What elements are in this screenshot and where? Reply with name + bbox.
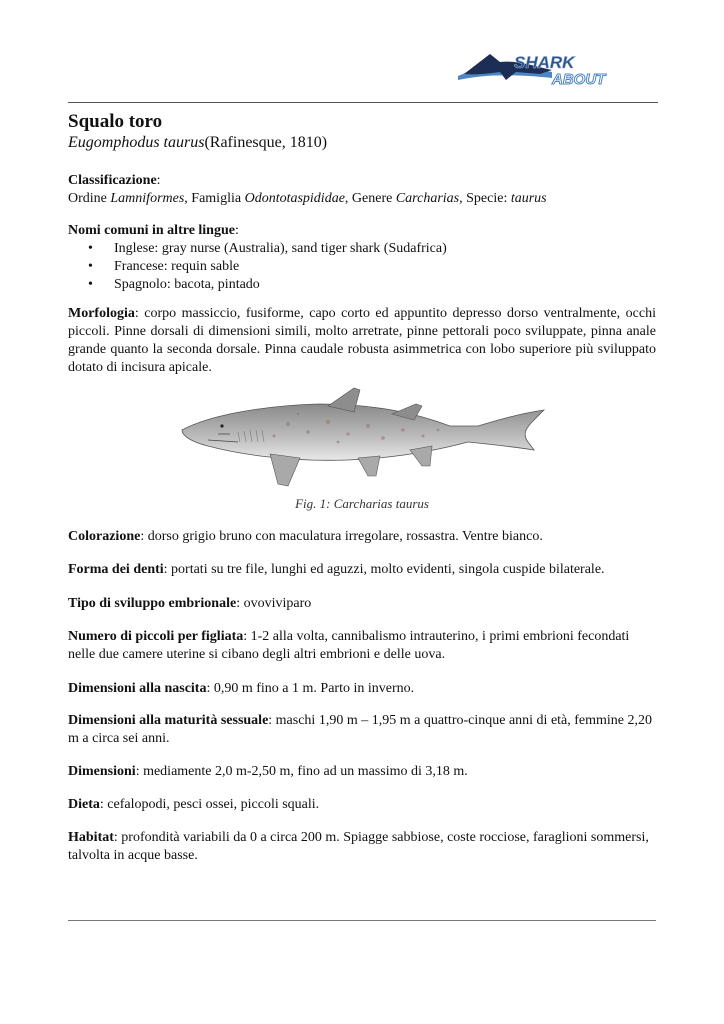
caption-name: Carcharias taurus [333, 496, 429, 511]
list-item: • Spagnolo: bacota, pintado [68, 276, 447, 294]
section-label: Dimensioni alla nascita [68, 681, 207, 696]
section-colorazione [68, 528, 656, 546]
section-text: : profondità variabili da 0 a circa 200 m. Spiagge sabbiose, coste rocciose, faraglioni sommersi, talvolta in acque basse. [68, 830, 649, 863]
list-item: • Inglese: gray nurse (Australia), sand tiger shark (Sudafrica) [68, 240, 447, 258]
section-text: : cefalopodi, pesci ossei, piccoli squali. [99, 797, 320, 812]
list-item: • Francese: requin sable [68, 258, 447, 276]
order-prefix: Ordine [68, 191, 111, 206]
logo-line2: ABOUT [552, 71, 606, 88]
common-names-list [68, 240, 447, 294]
classification-label: Classificazione [68, 173, 157, 188]
section-text: : maschi 1,90 m – 1,95 m a quattro-cinque anni di età, femmine 2,20 m a circa sei anni. [68, 713, 653, 746]
order-value: Lamniformes [110, 191, 185, 206]
section-dimensioni [68, 763, 656, 781]
section-text: : 1-2 alla volta, cannibalismo intrauterino, i primi embrioni fecondati nelle due camere uterine si cibano degli altri embrioni e delle uova. [68, 629, 630, 662]
section-maturita [68, 712, 656, 748]
pectoral-fin [270, 454, 300, 486]
shark-about-logo [456, 44, 656, 94]
logo-line1: SHARK [514, 53, 575, 72]
pelvic-fin [358, 456, 380, 476]
section-dieta [68, 796, 656, 814]
section-text: : mediamente 2,0 m-2,50 m, fino ad un massimo di 3,18 m. [135, 764, 468, 779]
section-sviluppo [68, 595, 656, 613]
classification-block [68, 172, 656, 208]
section-label: Forma dei denti [68, 562, 164, 577]
figure-caption [0, 496, 724, 512]
section-forma-denti [68, 561, 656, 579]
footer-rule [68, 920, 656, 921]
section-label: Habitat [68, 830, 114, 845]
header-rule [68, 102, 658, 103]
shark-body [182, 404, 544, 460]
species-prefix: , Specie: [459, 191, 511, 206]
shark-illustration [178, 384, 550, 492]
genus-value: Carcharias [395, 191, 460, 206]
section-label: Colorazione [68, 529, 141, 544]
section-label: Dimensioni alla maturità sessuale [68, 713, 269, 728]
page-subtitle [68, 134, 327, 152]
section-label: Dieta [68, 797, 100, 812]
common-names-colon: : [234, 223, 239, 238]
caption-prefix: Fig. 1: [295, 496, 334, 511]
section-text: : 0,90 m fino a 1 m. Parto in inverno. [206, 681, 415, 696]
page-title: Squalo toro [68, 111, 163, 132]
shark-eye [220, 424, 223, 427]
genus-prefix: , Genere [344, 191, 396, 206]
section-text: : ovoviviparo [236, 596, 312, 611]
classification-colon: : [156, 173, 161, 188]
morphology-text: : corpo massiccio, fusiforme, capo corto ed appuntito depresso dorso ventralmente, occhi piccoli. Pinne dorsali di dimensioni simili, molto arretrate, pinne pettorali poco sviluppate, pinna anale grande quanto la seconda dorsale. Pinna caudale robusta asimmetrica con lobo superiore più sviluppato dotato di incisura apicale. [68, 306, 656, 375]
section-piccoli [68, 628, 656, 664]
species-author: (Rafinesque, 1810) [204, 134, 328, 151]
morphology-paragraph [68, 305, 656, 377]
section-text: : portati su tre file, lunghi ed aguzzi, molto evidenti, singola cuspide bilaterale. [163, 562, 605, 577]
section-label: Tipo di sviluppo embrionale [68, 596, 237, 611]
section-nascita [68, 680, 656, 698]
morphology-label: Morfologia [68, 306, 135, 321]
latin-name: Eugomphodus taurus [68, 134, 205, 151]
common-names-label: Nomi comuni in altre lingue [68, 223, 235, 238]
section-habitat [68, 829, 656, 865]
section-label: Dimensioni [68, 764, 136, 779]
family-prefix: , Famiglia [184, 191, 245, 206]
species-value: taurus [510, 191, 547, 206]
common-names-heading [68, 222, 656, 240]
section-label: Numero di piccoli per figliata [68, 629, 244, 644]
section-text: : dorso grigio bruno con maculatura irregolare, rossastra. Ventre bianco. [140, 529, 543, 544]
family-value: Odontotaspididae [244, 191, 345, 206]
